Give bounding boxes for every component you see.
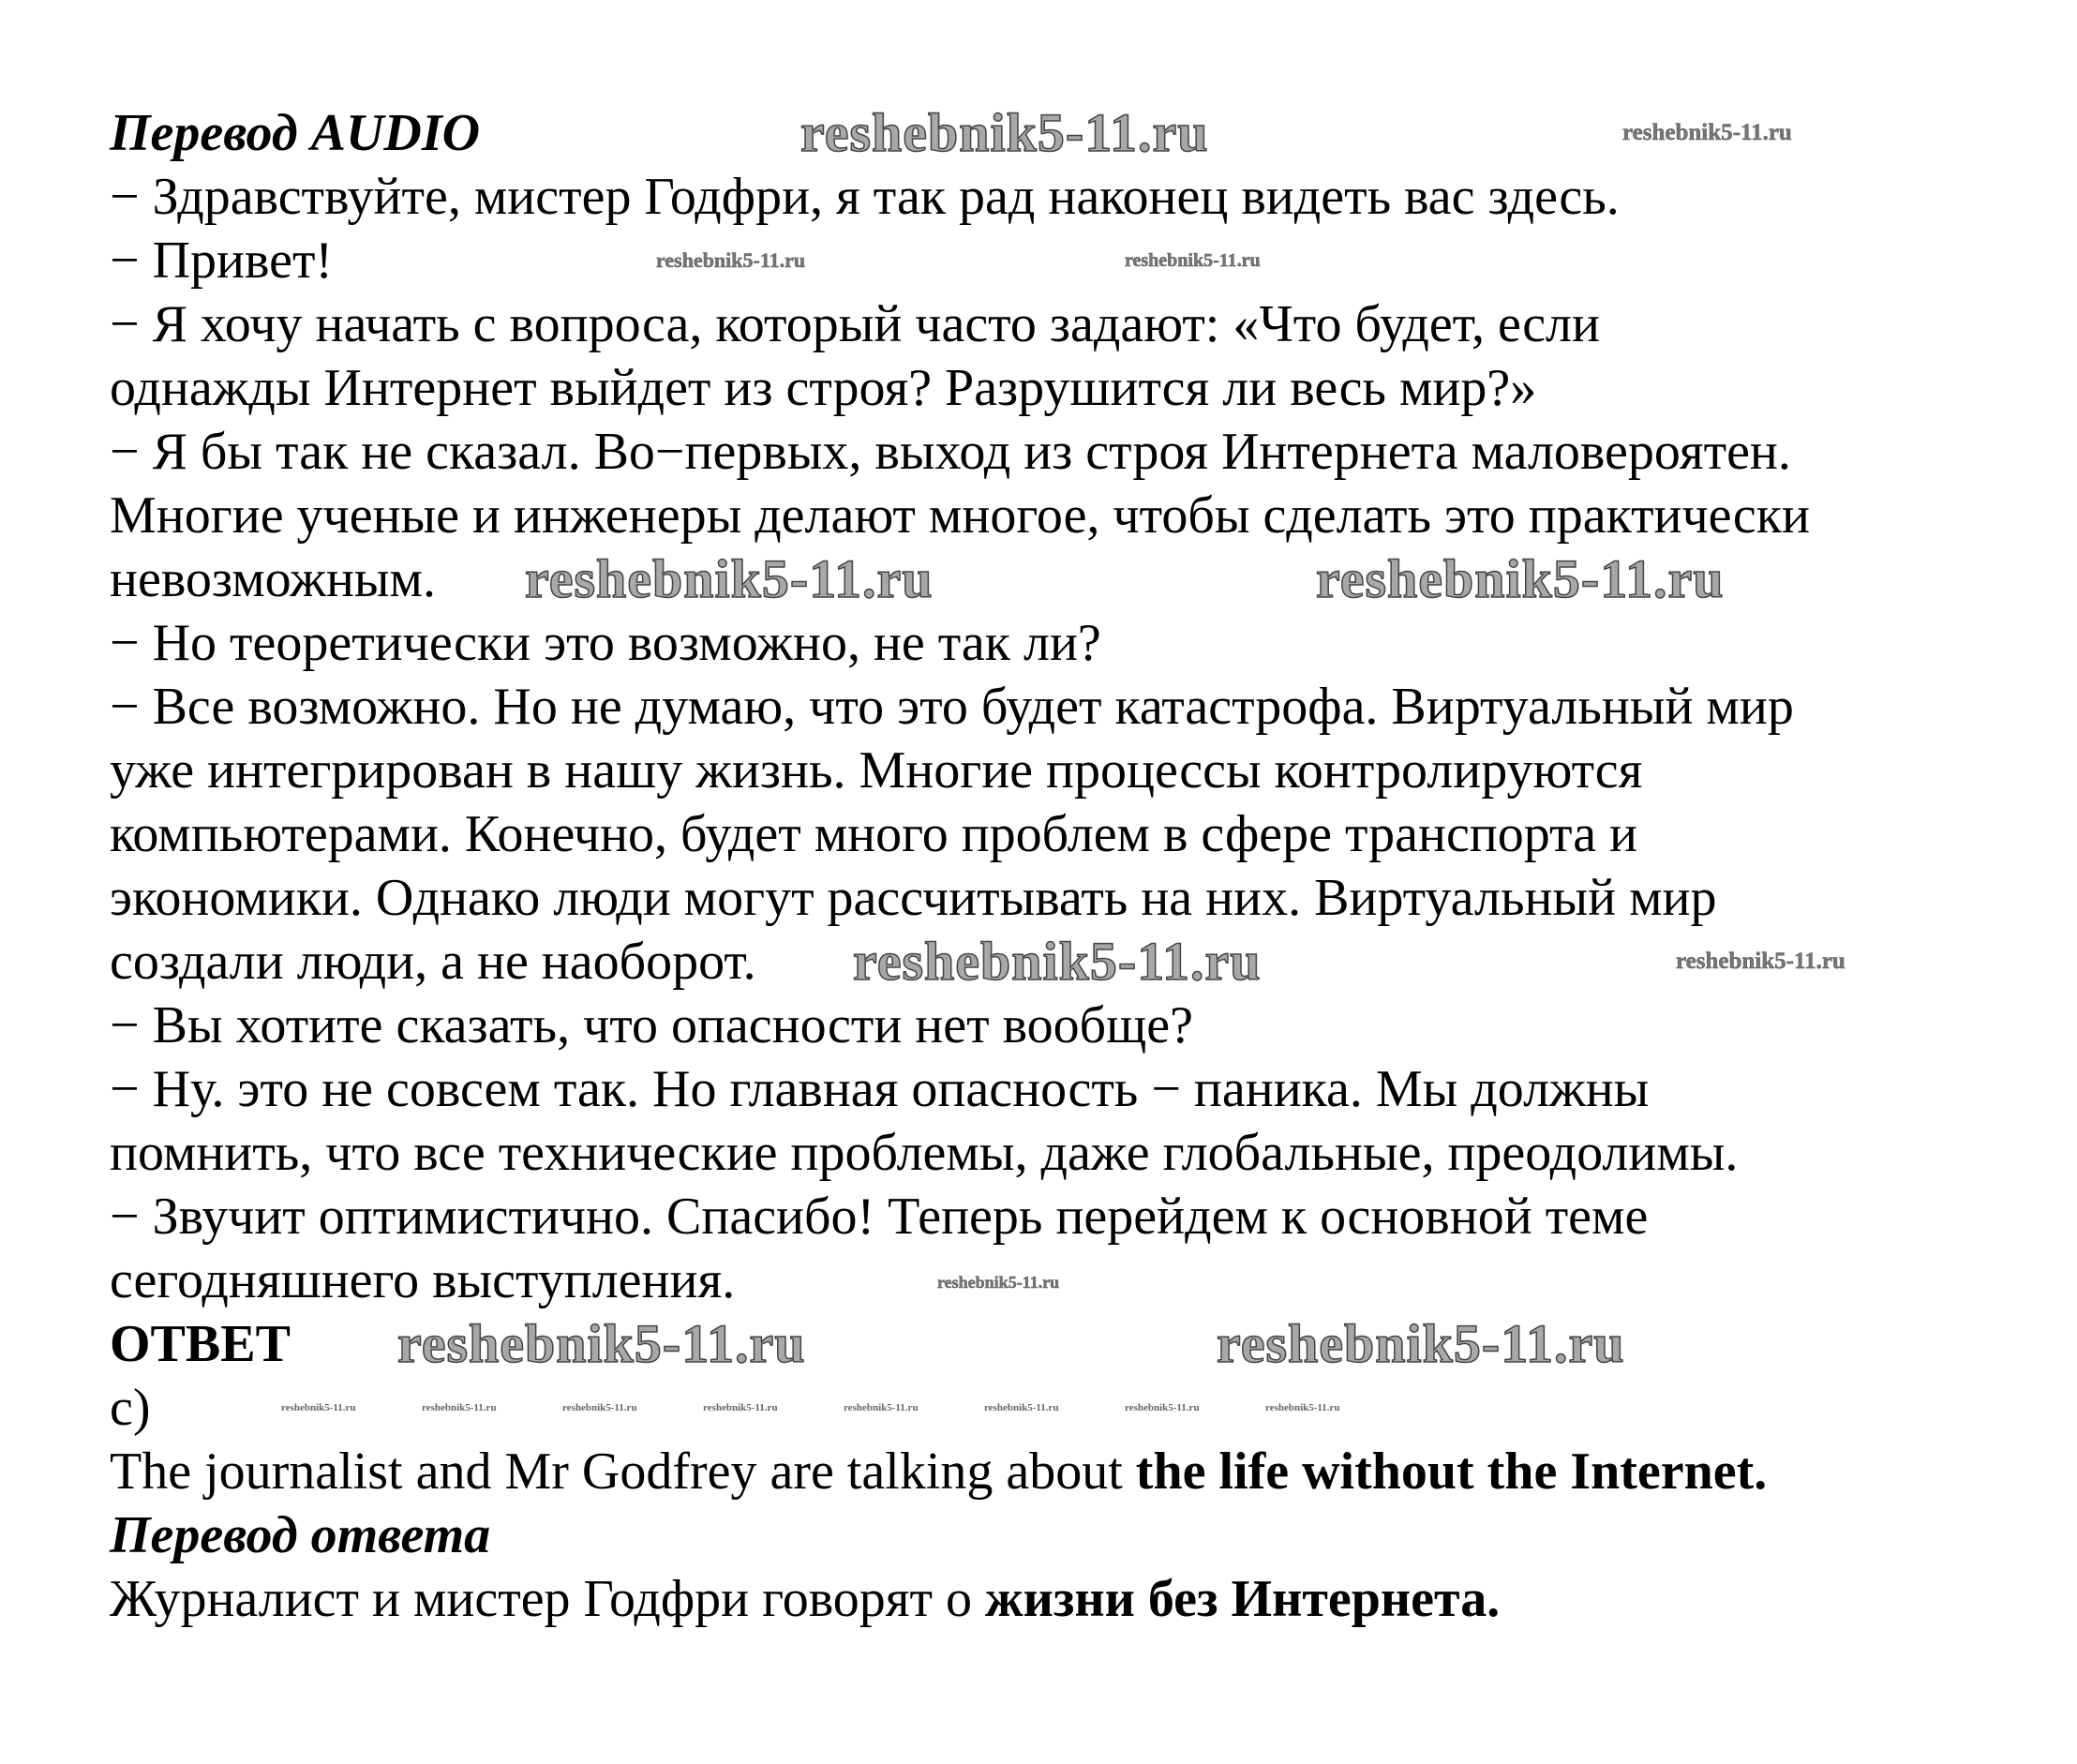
watermark: reshebnik5-11.ru [397, 1313, 806, 1374]
watermark: reshebnik5-11.ru [1125, 1402, 1200, 1413]
watermark: reshebnik5-11.ru [281, 1402, 356, 1413]
translation-heading: Перевод ответа [110, 1506, 491, 1564]
watermark: reshebnik5-11.ru [800, 102, 1209, 163]
dialogue-line: однажды Интернет выйдет из строя? Разрушится ли весь мир?» [110, 359, 1537, 417]
watermark: reshebnik5-11.ru [1217, 1313, 1625, 1374]
watermark: reshebnik5-11.ru [984, 1402, 1059, 1413]
dialogue-line: компьютерами. Конечно, будет много проблем в сфере транспорта и [110, 805, 1638, 863]
watermark: reshebnik5-11.ru [1676, 949, 1845, 974]
dialogue-line: − Ну. это не совсем так. Но главная опасность − паника. Мы должны [110, 1060, 1650, 1118]
watermark: reshebnik5-11.ru [422, 1402, 497, 1413]
watermark: reshebnik5-11.ru [844, 1402, 919, 1413]
watermark: reshebnik5-11.ru [937, 1273, 1060, 1292]
dialogue-line: экономики. Однако люди могут рассчитывать на них. Виртуальный мир [110, 869, 1717, 927]
answer-english-text: The journalist and Mr Godfrey are talking about [110, 1443, 1136, 1501]
answer-russian [110, 1567, 1810, 1631]
dialogue-line: − Звучит оптимистично. Спасибо! Теперь перейдем к основной теме [110, 1188, 1649, 1246]
watermark: reshebnik5-11.ru [1125, 250, 1261, 271]
watermark: reshebnik5-11.ru [1265, 1402, 1340, 1413]
answer-russian-bold: жизни без Интернета. [985, 1570, 1501, 1628]
document-body [110, 101, 1810, 1631]
dialogue-line: − Я бы так не сказал. Во−первых, выход из строя Интернета маловероятен. [110, 423, 1791, 481]
dialogue-line: − Но теоретически это возможно, не так ли? [110, 614, 1101, 672]
dialogue-line: невозможным. [110, 550, 436, 608]
answer-option: c) [110, 1379, 151, 1437]
watermark: reshebnik5-11.ru [562, 1402, 637, 1413]
dialogue-line: сегодняшнего выступления. [110, 1251, 736, 1309]
watermark: reshebnik5-11.ru [525, 548, 934, 609]
watermark: reshebnik5-11.ru [1622, 120, 1792, 145]
dialogue-line: − Здравствуйте, мистер Годфри, я так рад наконец видеть вас здесь. [110, 168, 1620, 226]
answer-english-bold: the life without the Internet. [1135, 1443, 1768, 1501]
dialogue-line: − Я хочу начать с вопроса, который часто задают: «Что будет, если [110, 295, 1600, 353]
dialogue-line: − Вы хотите сказать, что опасности нет вообще? [110, 996, 1193, 1054]
dialogue-line: уже интегрирован в нашу жизнь. Многие процессы контролируются [110, 741, 1643, 800]
dialogue-line: Многие ученые и инженеры делают многое, чтобы сделать это практически [110, 486, 1810, 545]
dialogue-line: создали люди, а не наоборот. [110, 933, 756, 991]
section-title: Перевод AUDIO [110, 104, 481, 162]
watermark: reshebnik5-11.ru [853, 931, 1262, 992]
watermark: reshebnik5-11.ru [703, 1402, 778, 1413]
watermark: reshebnik5-11.ru [656, 248, 806, 272]
dialogue-line: − Привет! [110, 232, 334, 290]
dialogue-line: − Все возможно. Но не думаю, что это будет катастрофа. Виртуальный мир [110, 678, 1794, 736]
answer-russian-text: Журналист и мистер Годфри говорят о [110, 1570, 986, 1628]
watermark: reshebnik5-11.ru [1316, 548, 1725, 609]
answer-heading: ОТВЕТ [110, 1315, 291, 1373]
answer-english [110, 1440, 1810, 1503]
dialogue-line: помнить, что все технические проблемы, даже глобальные, преодолимы. [110, 1124, 1739, 1182]
